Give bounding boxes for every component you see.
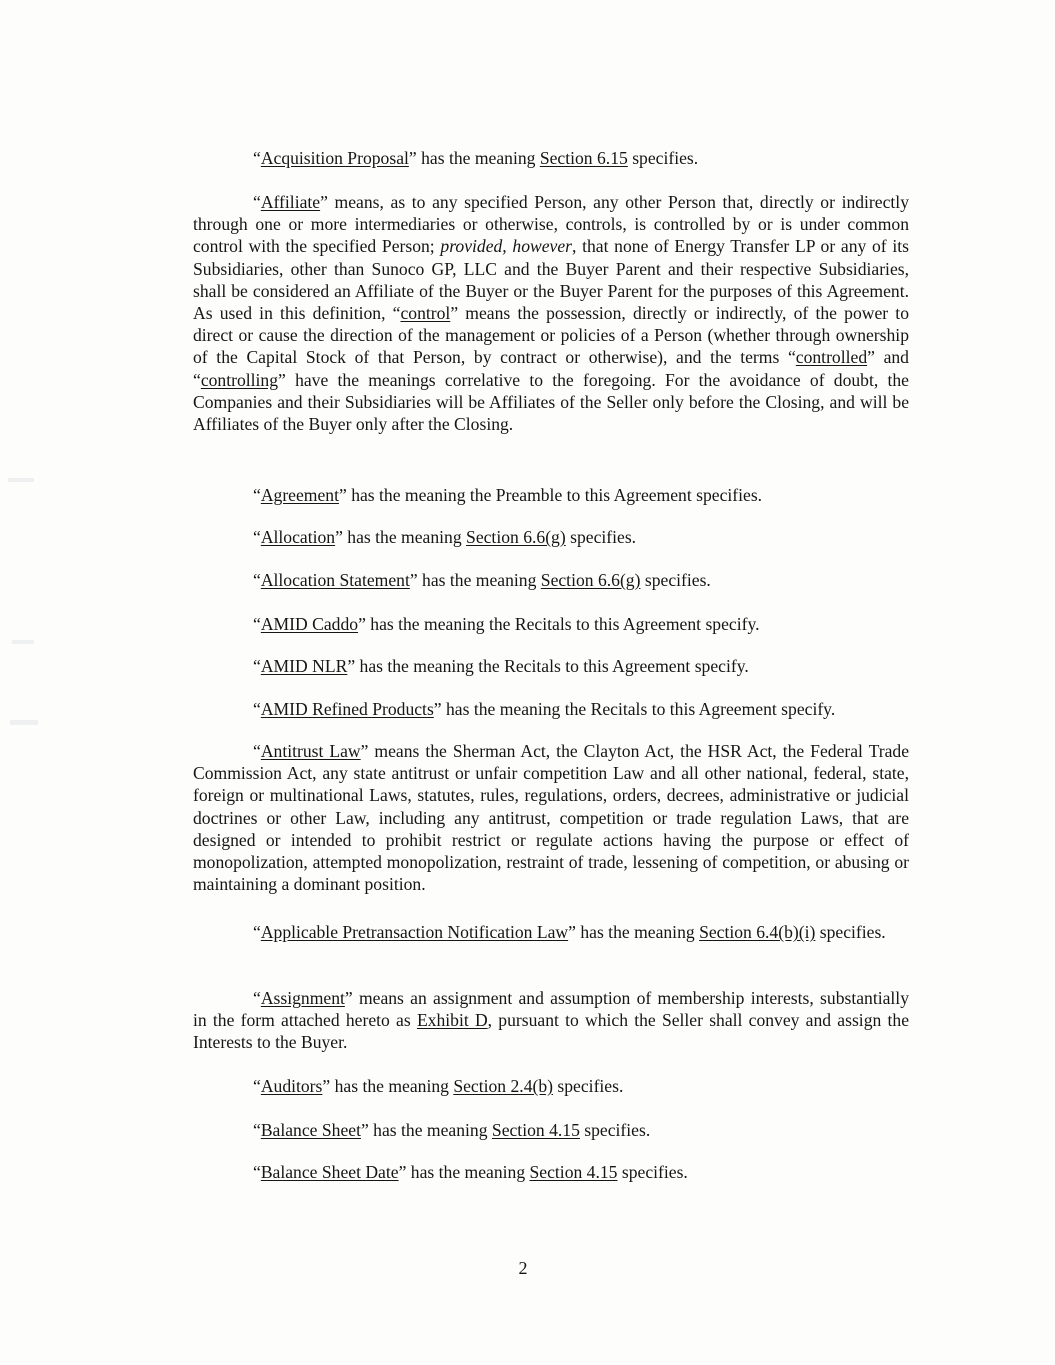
- definition-antitrust-law: “Antitrust Law” means the Sherman Act, the Clayton Act, the HSR Act, the Federal Trade Commission Act, any state antitrust or unfair competition Law and all other national, federal, state, foreign or multinational Laws, statutes, rules, regulations, orders, decrees, administrative or judicial doctrines or other Law, including any antitrust, competition or trade regulation Laws, that are designed or intended to prohibit restrict or regulate actions having the purpose or effect of monopolization, attempted monopolization, restraint of trade, lessening of competition, or abusing or maintaining a dominant position.: [193, 741, 910, 895]
- section-reference: Section 2.4(b): [453, 1076, 554, 1096]
- section-reference: Section 4.15: [491, 1120, 580, 1140]
- defined-term: controlling: [200, 369, 279, 390]
- scan-artifact: [12, 640, 34, 644]
- defined-term: AMID Refined Products: [260, 699, 434, 719]
- defined-term: Applicable Pretransaction Notification Law: [260, 922, 569, 942]
- defined-term: Balance Sheet: [260, 1120, 361, 1140]
- defined-term: Acquisition Proposal: [260, 148, 409, 168]
- definition-amid-caddo: “AMID Caddo” has the meaning the Recitals to this Agreement specify.: [253, 614, 760, 634]
- defined-term: Balance Sheet Date: [260, 1162, 399, 1182]
- defined-term: AMID Caddo: [260, 614, 359, 634]
- definition-allocation-statement: “Allocation Statement” has the meaning Section 6.6(g) specifies.: [253, 570, 711, 590]
- defined-term: Assignment: [260, 988, 345, 1008]
- defined-term: controlled: [795, 347, 868, 368]
- definition-acquisition-proposal: “Acquisition Proposal” has the meaning Section 6.15 specifies.: [253, 148, 699, 168]
- defined-term: Antitrust Law: [260, 741, 361, 761]
- definition-balance-sheet-date: “Balance Sheet Date” has the meaning Section 4.15 specifies.: [253, 1162, 688, 1182]
- definition-assignment: “Assignment” means an assignment and assumption of membership interests, substantially in the form attached hereto as Exhibit D, pursuant to which the Seller shall convey and assign the Interests to the Buyer.: [193, 988, 909, 1053]
- definition-amid-refined-products: “AMID Refined Products” has the meaning the Recitals to this Agreement specify.: [253, 699, 836, 719]
- page-number: 2: [518, 1258, 528, 1278]
- scan-artifact: [8, 478, 34, 482]
- defined-term: Affiliate: [260, 192, 321, 212]
- definition-amid-nlr: “AMID NLR” has the meaning the Recitals to this Agreement specify.: [253, 656, 749, 676]
- defined-term: Auditors: [260, 1076, 323, 1096]
- defined-term: control: [400, 303, 451, 324]
- exhibit-reference: Exhibit D: [416, 1010, 488, 1031]
- section-reference: Section 4.15: [529, 1162, 618, 1182]
- defined-term: AMID NLR: [260, 656, 348, 676]
- definition-balance-sheet: “Balance Sheet” has the meaning Section 4.15 specifies.: [253, 1120, 651, 1140]
- defined-term: Allocation Statement: [260, 570, 410, 590]
- defined-term: Allocation: [260, 527, 336, 547]
- definition-affiliate: “Affiliate” means, as to any specified Person, any other Person that, directly or indirectly through one or more intermediaries or otherwise, controls, is controlled by or is under common control with the specified Person; provided, however, that none of Energy Transfer LP or any of its Subsidiaries, other than Sunoco GP, LLC and the Buyer Parent and their respective Subsidiaries, shall be considered an Affiliate of the Buyer or the Buyer Parent for the purposes of this Agreement. As used in this definition, “control” means the possession, directly or indirectly, of the power to direct or cause the direction of the management or policies of a Person (whether through ownership of the Capital Stock of that Person, by contract or otherwise), and the terms “controlled” and “controlling” have the meanings correlative to the foregoing. For the avoidance of doubt, the Companies and their Subsidiaries will be Affiliates of the Seller only before the Closing, and will be Affiliates of the Buyer only after the Closing.: [193, 192, 909, 435]
- definition-auditors: “Auditors” has the meaning Section 2.4(b) specifies.: [253, 1076, 624, 1096]
- definition-agreement: “Agreement” has the meaning the Preamble to this Agreement specifies.: [253, 485, 763, 505]
- scan-artifact: [10, 720, 38, 725]
- italic-proviso: provided, however: [440, 236, 572, 257]
- section-reference: Section 6.6(g): [466, 527, 566, 547]
- section-reference: Section 6.4(b)(i): [699, 922, 816, 942]
- section-reference: Section 6.15: [539, 148, 628, 168]
- definition-allocation: “Allocation” has the meaning Section 6.6(g) specifies.: [253, 527, 637, 547]
- definition-applicable-pretransaction-notification-law: “Applicable Pretransaction Notification Law” has the meaning Section 6.4(b)(i) specifies.: [253, 922, 886, 942]
- defined-term: Agreement: [260, 485, 339, 505]
- section-reference: Section 6.6(g): [540, 570, 641, 590]
